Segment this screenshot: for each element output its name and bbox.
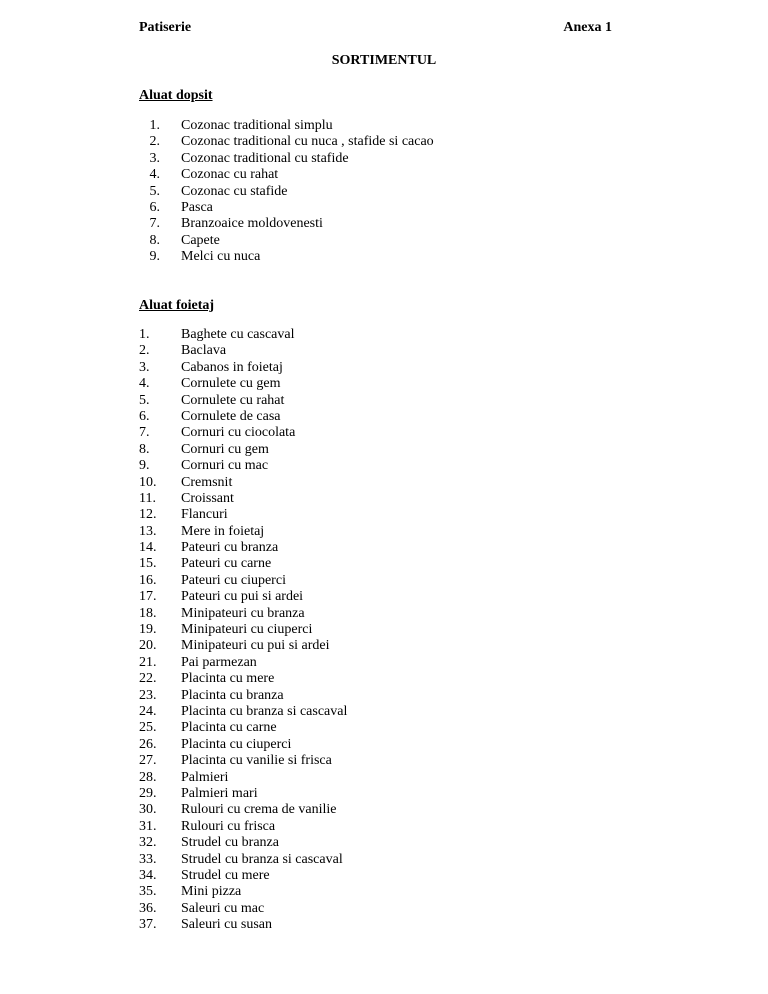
list-item-number: 7. (149, 216, 160, 232)
list-item-label: Cornulete cu rahat (181, 392, 285, 408)
list-item-label: Branzoaice moldovenesti (181, 216, 323, 232)
list-item-number: 4. (139, 376, 150, 392)
list-item (139, 688, 347, 704)
list-item-label: Cozonac traditional cu nuca , stafide si cacao (181, 134, 434, 150)
list-item-number: 27. (139, 753, 157, 769)
list-item (139, 901, 347, 917)
list-item-label: Placinta cu branza (181, 687, 284, 703)
list-item-number: 8. (149, 232, 160, 248)
list-item-number: 5. (139, 392, 150, 408)
list-item-label: Rulouri cu frisca (181, 818, 276, 834)
list-item-label: Minipateuri cu branza (181, 605, 305, 621)
list-item-label: Strudel cu mere (181, 867, 270, 883)
list-item (139, 425, 347, 441)
list-item (139, 589, 347, 605)
list-item-label: Cozonac cu stafide (181, 183, 288, 199)
list-item-label: Baghete cu cascaval (181, 327, 295, 342)
list-item-label: Cremsnit (181, 474, 233, 490)
list-item-number: 30. (139, 802, 157, 818)
list-item-label: Minipateuri cu pui si ardei (181, 638, 330, 654)
list-item (139, 134, 434, 150)
list-item-number: 17. (139, 589, 157, 605)
list-item (139, 556, 347, 572)
list-item-label: Pasca (181, 199, 213, 215)
list-item-label: Cornuri cu gem (181, 441, 269, 457)
header-left: Patiserie (139, 20, 192, 35)
list-item-number: 16. (139, 572, 157, 588)
list-item-label: Cozonac cu rahat (181, 167, 279, 183)
list-item (139, 622, 347, 638)
list-item-label: Melci cu nuca (181, 249, 261, 265)
list-item (139, 802, 347, 818)
list-item-number: 23. (139, 687, 157, 703)
list-item-number: 2. (149, 134, 160, 150)
list-item-label: Cornuri cu mac (181, 458, 269, 474)
list-item-number: 32. (139, 835, 157, 851)
list-item (139, 835, 347, 851)
list-item-label: Croissant (181, 490, 234, 506)
list-item-label: Placinta cu mere (181, 671, 275, 687)
list-aluat-dopsit (139, 118, 434, 266)
list-item-number: 31. (139, 818, 157, 834)
list-item-label: Pai parmezan (181, 654, 257, 670)
list-item-number: 1. (149, 118, 160, 133)
list-item-label: Cornuri cu ciocolata (181, 425, 296, 441)
list-item-label: Cabanos in foietaj (181, 359, 283, 375)
list-item-number: 24. (139, 703, 157, 719)
list-item-label: Flancuri (181, 507, 228, 523)
list-item (139, 540, 347, 556)
page-title: SORTIMENTUL (331, 53, 437, 68)
list-item-number: 6. (149, 199, 160, 215)
list-item-number: 2. (139, 343, 150, 359)
list-item-number: 19. (139, 622, 157, 638)
list-item (139, 216, 434, 232)
list-item-number: 13. (139, 523, 157, 539)
list-item (139, 118, 434, 134)
list-item (139, 184, 434, 200)
list-item-label: Saleuri cu mac (181, 900, 265, 916)
list-item-number: 7. (139, 425, 150, 441)
list-item-number: 3. (149, 150, 160, 166)
list-item-number: 9. (149, 249, 160, 265)
list-item-number: 10. (139, 474, 157, 490)
list-item (139, 167, 434, 183)
list-item-number: 28. (139, 769, 157, 785)
list-item (139, 491, 347, 507)
list-item (139, 852, 347, 868)
list-item-number: 22. (139, 671, 157, 687)
list-item-number: 5. (149, 183, 160, 199)
header-right: Anexa 1 (563, 20, 612, 35)
list-item-label: Pateuri cu ciuperci (181, 572, 286, 588)
list-item-label: Mini pizza (181, 884, 242, 900)
list-item-number: 37. (139, 917, 157, 933)
list-item-number: 3. (139, 359, 150, 375)
list-item-label: Rulouri cu crema de vanilie (181, 802, 337, 818)
list-item-number: 6. (139, 408, 150, 424)
list-item (139, 720, 347, 736)
list-item-number: 12. (139, 507, 157, 523)
list-item (139, 704, 347, 720)
list-item-number: 18. (139, 605, 157, 621)
list-item-label: Palmieri (181, 769, 229, 785)
list-item-label: Pateuri cu pui si ardei (181, 589, 304, 605)
section-heading-aluat-dopsit: Aluat dopsit (139, 88, 213, 103)
list-item-label: Minipateuri cu ciuperci (181, 622, 313, 638)
list-item-label: Placinta cu branza si cascaval (181, 703, 348, 719)
list-item (139, 819, 347, 835)
list-item (139, 655, 347, 671)
list-item (139, 737, 347, 753)
list-item-label: Strudel cu branza (181, 835, 279, 851)
list-item-number: 33. (139, 851, 157, 867)
list-item (139, 753, 347, 769)
list-item-label: Palmieri mari (181, 785, 258, 801)
list-item-number: 11. (139, 490, 156, 506)
list-item (139, 573, 347, 589)
list-item-label: Cozonac traditional cu stafide (181, 150, 349, 166)
list-item (139, 524, 347, 540)
list-item (139, 458, 347, 474)
list-item (139, 233, 434, 249)
list-item (139, 151, 434, 167)
list-item-label: Saleuri cu susan (181, 917, 272, 933)
list-item-number: 25. (139, 720, 157, 736)
list-item-label: Capete (181, 232, 220, 248)
list-item (139, 638, 347, 654)
list-item (139, 475, 347, 491)
list-item-number: 36. (139, 900, 157, 916)
list-item (139, 327, 347, 343)
list-item-label: Cozonac traditional simplu (181, 118, 333, 133)
list-item-label: Pateuri cu branza (181, 540, 279, 556)
section-heading-aluat-foietaj: Aluat foietaj (139, 298, 215, 313)
list-item (139, 786, 347, 802)
list-item (139, 249, 434, 265)
list-item-label: Placinta cu carne (181, 720, 277, 736)
list-item-label: Strudel cu branza si cascaval (181, 851, 343, 867)
list-item-number: 20. (139, 638, 157, 654)
list-item (139, 409, 347, 425)
list-item (139, 376, 347, 392)
list-item-label: Cornulete de casa (181, 408, 281, 424)
list-item-label: Cornulete cu gem (181, 376, 281, 392)
list-item (139, 868, 347, 884)
list-item (139, 671, 347, 687)
list-item (139, 343, 347, 359)
list-item-number: 8. (139, 441, 150, 457)
list-item (139, 200, 434, 216)
list-item-number: 21. (139, 654, 157, 670)
list-item-number: 4. (149, 167, 160, 183)
list-item (139, 917, 347, 933)
list-item-label: Placinta cu vanilie si frisca (181, 753, 332, 769)
list-item-number: 34. (139, 867, 157, 883)
list-item-number: 29. (139, 785, 157, 801)
list-item-number: 9. (139, 458, 150, 474)
list-item (139, 770, 347, 786)
list-item-number: 1. (139, 327, 150, 342)
list-item-label: Mere in foietaj (181, 523, 265, 539)
list-item (139, 393, 347, 409)
list-item-number: 15. (139, 556, 157, 572)
list-item-label: Pateuri cu carne (181, 556, 272, 572)
list-item (139, 606, 347, 622)
list-item-label: Baclava (181, 343, 227, 359)
list-item (139, 507, 347, 523)
list-item-number: 14. (139, 540, 157, 556)
list-item (139, 884, 347, 900)
list-item (139, 360, 347, 376)
list-item-number: 35. (139, 884, 157, 900)
list-aluat-foietaj (139, 327, 347, 933)
list-item-label: Placinta cu ciuperci (181, 736, 292, 752)
list-item (139, 442, 347, 458)
list-item-number: 26. (139, 736, 157, 752)
